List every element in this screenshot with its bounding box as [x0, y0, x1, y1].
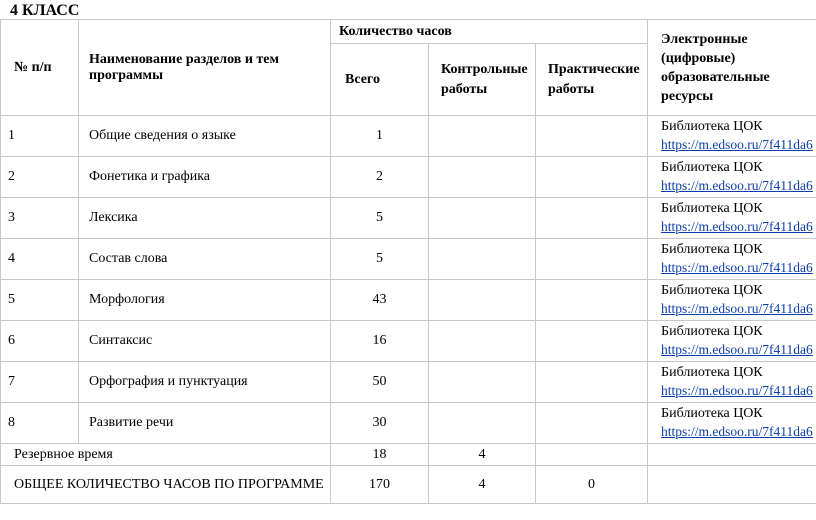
row-name: Орфография и пунктуация: [79, 362, 331, 403]
header-resources: Электронные (цифровые) образовательные ресурсы: [648, 20, 816, 116]
row-name: Лексика: [79, 198, 331, 239]
row-control: [429, 321, 536, 362]
row-practical: [536, 157, 648, 198]
resource-link[interactable]: https://m.edsoo.ru/7f411da6: [661, 383, 813, 398]
row-name: Общие сведения о языке: [79, 116, 331, 157]
row-num: 1: [1, 116, 79, 157]
row-practical: [536, 116, 648, 157]
resource-label: Библиотека ЦОК: [661, 324, 763, 339]
summary-practical: 0: [536, 466, 648, 504]
row-practical: [536, 403, 648, 444]
table-row: [1, 403, 816, 444]
row-resource: [648, 321, 816, 362]
row-resource: [648, 403, 816, 444]
table-row: [1, 280, 816, 321]
reserve-label: Резервное время: [1, 444, 331, 466]
row-control: [429, 362, 536, 403]
row-total: 1: [331, 116, 429, 157]
row-practical: [536, 239, 648, 280]
reserve-control: 4: [429, 444, 536, 466]
reserve-practical: [536, 444, 648, 466]
resource-link[interactable]: https://m.edsoo.ru/7f411da6: [661, 301, 813, 316]
table-row: [1, 362, 816, 403]
row-num: 3: [1, 198, 79, 239]
row-resource: [648, 198, 816, 239]
row-name: Синтаксис: [79, 321, 331, 362]
header-name: Наименование разделов и тем программы: [79, 20, 331, 116]
resource-link[interactable]: https://m.edsoo.ru/7f411da6: [661, 342, 813, 357]
resource-label: Библиотека ЦОК: [661, 365, 763, 380]
row-num: 4: [1, 239, 79, 280]
page-title: 4 КЛАСС: [10, 2, 80, 19]
resource-label: Библиотека ЦОК: [661, 242, 763, 257]
row-total: 5: [331, 198, 429, 239]
table-row: [1, 157, 816, 198]
row-total: 5: [331, 239, 429, 280]
curriculum-table: [0, 19, 816, 504]
resource-label: Библиотека ЦОК: [661, 283, 763, 298]
resource-label: Библиотека ЦОК: [661, 160, 763, 175]
summary-label: ОБЩЕЕ КОЛИЧЕСТВО ЧАСОВ ПО ПРОГРАММЕ: [1, 466, 331, 504]
header-total: Всего: [331, 44, 429, 116]
row-num: 2: [1, 157, 79, 198]
resource-label: Библиотека ЦОК: [661, 201, 763, 216]
resource-link[interactable]: https://m.edsoo.ru/7f411da6: [661, 424, 813, 439]
row-total: 43: [331, 280, 429, 321]
row-control: [429, 239, 536, 280]
row-practical: [536, 280, 648, 321]
row-practical: [536, 362, 648, 403]
row-name: Развитие речи: [79, 403, 331, 444]
row-name: Фонетика и графика: [79, 157, 331, 198]
row-total: 30: [331, 403, 429, 444]
row-control: [429, 116, 536, 157]
row-control: [429, 198, 536, 239]
row-practical: [536, 321, 648, 362]
header-practical: Практические работы: [536, 44, 648, 116]
reserve-total: 18: [331, 444, 429, 466]
table-row: [1, 239, 816, 280]
row-num: 5: [1, 280, 79, 321]
table-row: [1, 116, 816, 157]
summary-control: 4: [429, 466, 536, 504]
resource-link[interactable]: https://m.edsoo.ru/7f411da6: [661, 178, 813, 193]
row-total: 16: [331, 321, 429, 362]
row-name: Состав слова: [79, 239, 331, 280]
resource-link[interactable]: https://m.edsoo.ru/7f411da6: [661, 219, 813, 234]
table-row: [1, 321, 816, 362]
resource-link[interactable]: https://m.edsoo.ru/7f411da6: [661, 260, 813, 275]
resource-label: Библиотека ЦОК: [661, 119, 763, 134]
row-num: 7: [1, 362, 79, 403]
row-resource: [648, 157, 816, 198]
row-total: 50: [331, 362, 429, 403]
row-control: [429, 157, 536, 198]
resource-label: Библиотека ЦОК: [661, 406, 763, 421]
row-num: 8: [1, 403, 79, 444]
row-total: 2: [331, 157, 429, 198]
row-resource: [648, 362, 816, 403]
table-row: [1, 198, 816, 239]
row-resource: [648, 239, 816, 280]
row-resource: [648, 280, 816, 321]
row-practical: [536, 198, 648, 239]
row-control: [429, 280, 536, 321]
row-resource: [648, 116, 816, 157]
resource-link[interactable]: https://m.edsoo.ru/7f411da6: [661, 137, 813, 152]
row-control: [429, 403, 536, 444]
row-name: Морфология: [79, 280, 331, 321]
summary-total: 170: [331, 466, 429, 504]
header-control: Контрольные работы: [429, 44, 536, 116]
header-hours: Количество часов: [331, 20, 648, 44]
header-num: № п/п: [1, 20, 79, 116]
row-num: 6: [1, 321, 79, 362]
